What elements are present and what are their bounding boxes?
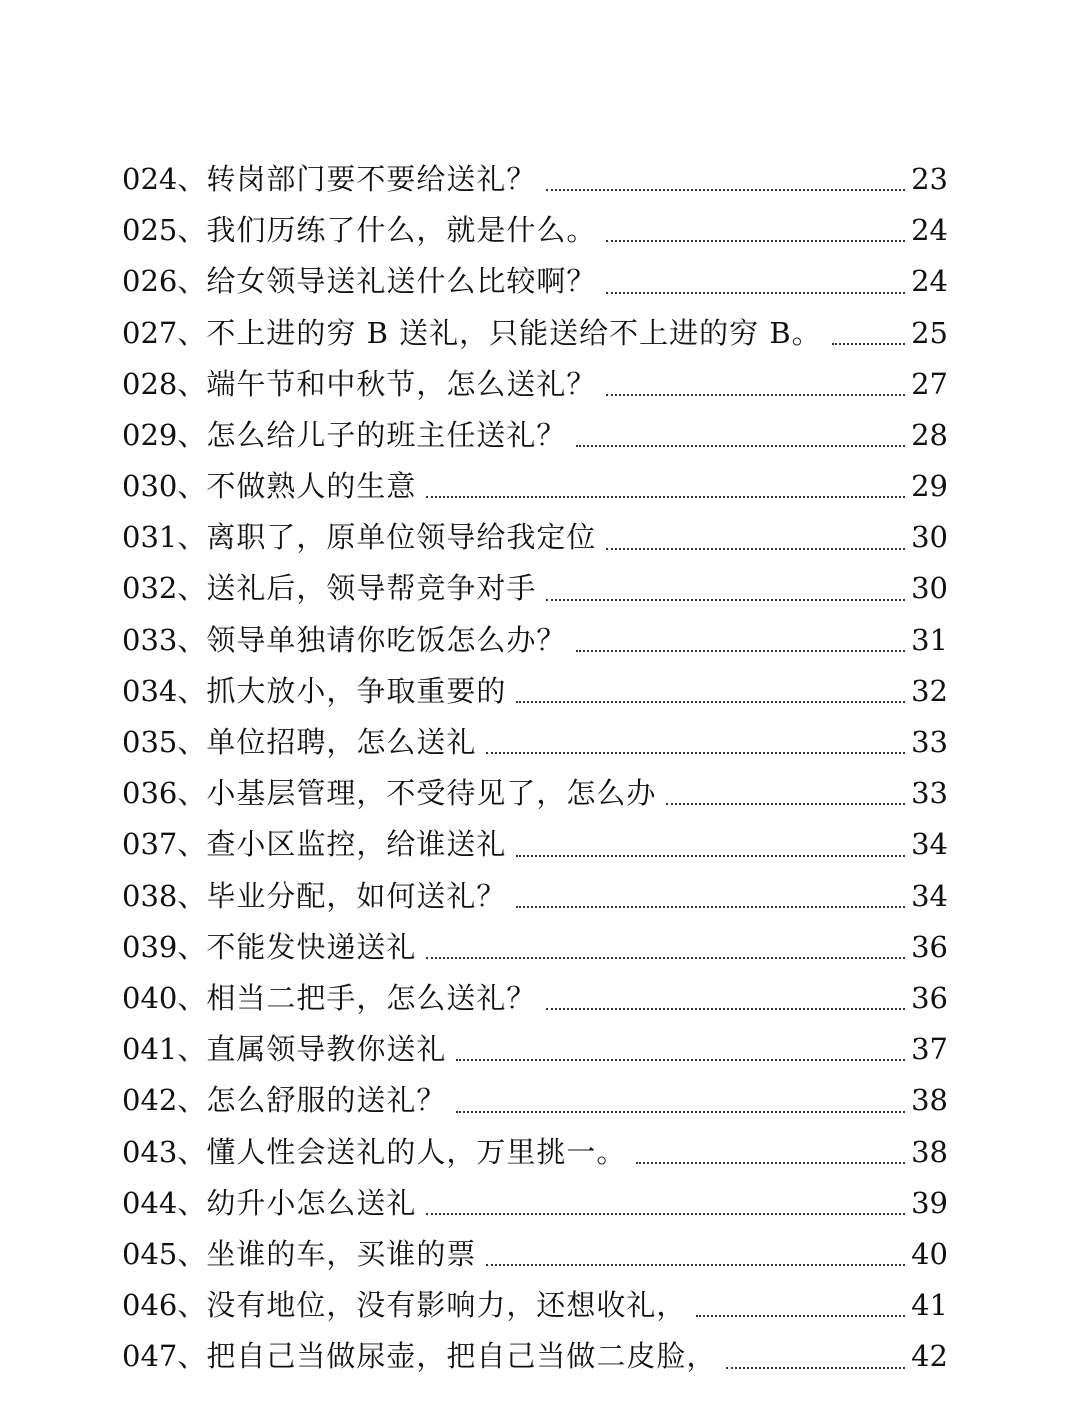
toc-entry-number: 036 <box>122 776 178 811</box>
toc-entry-title: 不能发快递送礼 <box>206 929 417 964</box>
toc-entry[interactable] <box>122 1075 948 1126</box>
toc-entry-title: 坐谁的车，买谁的票 <box>206 1236 477 1271</box>
toc-entry[interactable] <box>122 871 948 922</box>
toc-entry-title: 单位招聘，怎么送礼 <box>206 725 477 760</box>
toc-entry[interactable] <box>122 973 948 1024</box>
toc-entry-number: 033 <box>122 622 178 657</box>
toc-dot-leader <box>576 445 905 447</box>
toc-entry[interactable] <box>122 308 948 359</box>
toc-entry-number: 029 <box>122 417 178 452</box>
toc-entry-number: 032 <box>122 571 178 606</box>
toc-entry-separator: 、 <box>177 878 207 913</box>
toc-dot-leader <box>606 240 905 242</box>
toc-entry-separator: 、 <box>177 571 207 606</box>
toc-entry-page: 33 <box>911 776 948 811</box>
toc-entry-number: 035 <box>122 725 178 760</box>
toc-entry-page: 34 <box>911 878 948 913</box>
toc-entry[interactable] <box>122 1127 948 1178</box>
toc-entry-separator: 、 <box>177 776 207 811</box>
toc-dot-leader <box>606 394 905 396</box>
toc-entry-title: 领导单独请你吃饭怎么办？ <box>206 622 567 657</box>
toc-entry[interactable] <box>122 410 948 461</box>
toc-entry[interactable] <box>122 512 948 563</box>
toc-entry-title: 小基层管理，不受待见了，怎么办 <box>206 776 657 811</box>
toc-entry[interactable] <box>122 666 948 717</box>
toc-entry-page: 27 <box>911 366 948 401</box>
toc-entry-page: 40 <box>911 1236 948 1271</box>
toc-dot-leader <box>606 292 905 294</box>
toc-entry-page: 30 <box>911 571 948 606</box>
toc-dot-leader <box>426 1213 905 1215</box>
toc-entry[interactable] <box>122 461 948 512</box>
toc-entry-title: 端午节和中秋节，怎么送礼？ <box>206 366 597 401</box>
toc-entry-page: 29 <box>911 469 948 504</box>
toc-entry-page: 24 <box>911 264 948 299</box>
toc-entry-title: 离职了，原单位领导给我定位 <box>206 520 597 555</box>
toc-entry[interactable] <box>122 256 948 307</box>
toc-entry-separator: 、 <box>177 622 207 657</box>
toc-entry-separator: 、 <box>177 1288 207 1323</box>
toc-entry[interactable] <box>122 717 948 768</box>
toc-entry-separator: 、 <box>177 1185 207 1220</box>
toc-entry[interactable] <box>122 359 948 410</box>
toc-entry-number: 043 <box>122 1134 178 1169</box>
toc-entry-title: 不做熟人的生意 <box>206 469 417 504</box>
toc-entry-title: 没有地位，没有影响力，还想收礼， <box>206 1288 687 1323</box>
toc-dot-leader <box>456 1111 905 1113</box>
toc-entry-separator: 、 <box>177 1083 207 1118</box>
toc-entry-number: 025 <box>122 213 178 248</box>
toc-entry-title: 懂人性会送礼的人，万里挑一。 <box>206 1134 627 1169</box>
toc-entry-number: 030 <box>122 469 178 504</box>
toc-entry-number: 028 <box>122 366 178 401</box>
toc-entry-title: 把自己当做尿壶，把自己当做二皮脸， <box>206 1339 717 1374</box>
toc-entry-page: 30 <box>911 520 948 555</box>
toc-dot-leader <box>666 803 905 805</box>
toc-entry-separator: 、 <box>177 161 207 196</box>
toc-entry[interactable] <box>122 768 948 819</box>
toc-entry-page: 31 <box>911 622 948 657</box>
table-of-contents <box>122 154 948 1383</box>
toc-entry-page: 37 <box>911 1032 948 1067</box>
toc-dot-leader <box>546 189 905 191</box>
toc-dot-leader <box>726 1367 905 1369</box>
toc-entry-title: 幼升小怎么送礼 <box>206 1185 417 1220</box>
toc-entry-separator: 、 <box>177 1134 207 1169</box>
toc-dot-leader <box>426 496 905 498</box>
toc-entry-number: 037 <box>122 827 178 862</box>
toc-entry[interactable] <box>122 1024 948 1075</box>
toc-entry-page: 25 <box>911 315 948 350</box>
toc-dot-leader <box>546 1008 905 1010</box>
toc-entry[interactable] <box>122 1229 948 1280</box>
toc-entry-number: 031 <box>122 520 178 555</box>
toc-entry-separator: 、 <box>177 366 207 401</box>
toc-entry-page: 24 <box>911 213 948 248</box>
toc-dot-leader <box>636 1162 905 1164</box>
toc-entry-separator: 、 <box>177 264 207 299</box>
toc-entry-number: 034 <box>122 673 178 708</box>
toc-entry[interactable] <box>122 564 948 615</box>
toc-dot-leader <box>606 548 905 550</box>
toc-entry-title: 相当二把手，怎么送礼？ <box>206 980 537 1015</box>
toc-entry-title: 送礼后，领导帮竞争对手 <box>206 571 537 606</box>
toc-entry-page: 33 <box>911 725 948 760</box>
toc-dot-leader <box>832 343 905 345</box>
toc-entry[interactable] <box>122 922 948 973</box>
toc-entry-page: 23 <box>911 161 948 196</box>
toc-entry-number: 045 <box>122 1236 178 1271</box>
toc-entry-page: 28 <box>911 417 948 452</box>
toc-entry-number: 047 <box>122 1339 178 1374</box>
toc-entry[interactable] <box>122 154 948 205</box>
toc-entry-number: 040 <box>122 980 178 1015</box>
toc-entry-title: 怎么舒服的送礼？ <box>206 1083 447 1118</box>
toc-dot-leader <box>546 599 905 601</box>
toc-entry-separator: 、 <box>177 1236 207 1271</box>
toc-entry-number: 026 <box>122 264 178 299</box>
toc-dot-leader <box>696 1315 905 1317</box>
toc-entry-title: 查小区监控，给谁送礼 <box>206 827 507 862</box>
toc-entry[interactable] <box>122 819 948 870</box>
toc-entry[interactable] <box>122 1178 948 1229</box>
toc-entry-separator: 、 <box>177 929 207 964</box>
toc-dot-leader <box>516 855 905 857</box>
toc-entry-title: 转岗部门要不要给送礼？ <box>206 161 537 196</box>
toc-entry-number: 046 <box>122 1288 178 1323</box>
toc-entry-separator: 、 <box>177 725 207 760</box>
toc-entry-page: 38 <box>911 1134 948 1169</box>
toc-entry-separator: 、 <box>177 1032 207 1067</box>
toc-dot-leader <box>486 1264 905 1266</box>
toc-entry-title: 不上进的穷 B 送礼，只能送给不上进的穷 B。 <box>206 315 822 350</box>
toc-dot-leader <box>516 701 905 703</box>
toc-entry[interactable] <box>122 615 948 666</box>
toc-entry-page: 36 <box>911 929 948 964</box>
toc-dot-leader <box>516 906 905 908</box>
toc-entry-page: 38 <box>911 1083 948 1118</box>
toc-entry-title: 我们历练了什么，就是什么。 <box>206 213 597 248</box>
toc-dot-leader <box>576 650 905 652</box>
toc-entry-separator: 、 <box>177 1339 207 1374</box>
toc-entry-page: 36 <box>911 980 948 1015</box>
toc-entry-page: 42 <box>911 1339 948 1374</box>
toc-entry-separator: 、 <box>177 213 207 248</box>
toc-entry-number: 027 <box>122 315 178 350</box>
toc-dot-leader <box>486 752 905 754</box>
toc-entry[interactable] <box>122 1331 948 1382</box>
toc-entry-number: 024 <box>122 161 178 196</box>
toc-entry-title: 抓大放小，争取重要的 <box>206 673 507 708</box>
toc-entry-title: 直属领导教你送礼 <box>206 1032 447 1067</box>
toc-entry-number: 041 <box>122 1032 178 1067</box>
toc-entry-page: 41 <box>911 1288 948 1323</box>
toc-entry-number: 044 <box>122 1185 178 1220</box>
toc-entry-number: 039 <box>122 929 178 964</box>
toc-entry-page: 39 <box>911 1185 948 1220</box>
toc-entry-separator: 、 <box>177 980 207 1015</box>
toc-entry-separator: 、 <box>177 469 207 504</box>
toc-entry-title: 怎么给儿子的班主任送礼？ <box>206 417 567 452</box>
toc-entry-title: 毕业分配，如何送礼？ <box>206 878 507 913</box>
toc-entry-separator: 、 <box>177 417 207 452</box>
toc-dot-leader <box>456 1059 905 1061</box>
toc-entry-page: 34 <box>911 827 948 862</box>
toc-entry[interactable] <box>122 1280 948 1331</box>
toc-entry-separator: 、 <box>177 520 207 555</box>
toc-entry-number: 038 <box>122 878 178 913</box>
toc-entry-page: 32 <box>911 673 948 708</box>
toc-entry-number: 042 <box>122 1083 178 1118</box>
toc-entry-title: 给女领导送礼送什么比较啊？ <box>206 264 597 299</box>
toc-dot-leader <box>426 957 905 959</box>
toc-entry-separator: 、 <box>177 315 207 350</box>
toc-entry[interactable] <box>122 205 948 256</box>
toc-entry-separator: 、 <box>177 673 207 708</box>
toc-entry-separator: 、 <box>177 827 207 862</box>
